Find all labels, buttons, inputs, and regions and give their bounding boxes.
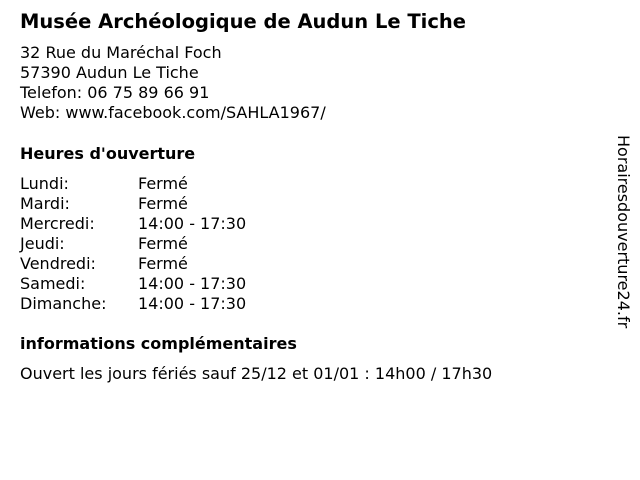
address-street: 32 Rue du Maréchal Foch: [20, 43, 222, 62]
hours-row-dimanche: [20, 294, 246, 314]
day-label: Mardi:: [20, 194, 70, 213]
hours-row-lundi: [20, 174, 246, 194]
website-link: Web: www.facebook.com/SAHLA1967/: [20, 103, 326, 122]
phone-number: Telefon: 06 75 89 66 91: [20, 83, 210, 102]
day-label: Samedi:: [20, 274, 86, 293]
address-city: 57390 Audun Le Tiche: [20, 63, 199, 82]
day-label: Lundi:: [20, 174, 69, 193]
page-title: Musée Archéologique de Audun Le Tiche: [20, 10, 467, 33]
site-watermark: Horairesdouverture24.fr: [614, 135, 633, 329]
day-hours: 14:00 - 17:30: [138, 214, 247, 233]
day-hours: Fermé: [138, 254, 188, 273]
hours-row-jeudi: [20, 234, 246, 254]
day-hours: Fermé: [138, 194, 188, 213]
info-text: Ouvert les jours fériés sauf 25/12 et 01/01 : 14h00 / 17h30: [20, 364, 493, 383]
hours-heading: Heures d'ouverture: [20, 144, 196, 163]
hours-row-mercredi: [20, 214, 246, 234]
hours-row-samedi: [20, 274, 246, 294]
hours-row-mardi: [20, 194, 246, 214]
day-label: Vendredi:: [20, 254, 96, 273]
opening-hours-table: [20, 174, 246, 314]
day-hours: Fermé: [138, 234, 188, 253]
day-label: Jeudi:: [20, 234, 65, 253]
day-label: Mercredi:: [20, 214, 95, 233]
day-label: Dimanche:: [20, 294, 107, 313]
day-hours: 14:00 - 17:30: [138, 274, 247, 293]
day-hours: 14:00 - 17:30: [138, 294, 247, 313]
hours-row-vendredi: [20, 254, 246, 274]
address-block: [20, 43, 326, 123]
info-heading: informations complémentaires: [20, 334, 297, 353]
day-hours: Fermé: [138, 174, 188, 193]
